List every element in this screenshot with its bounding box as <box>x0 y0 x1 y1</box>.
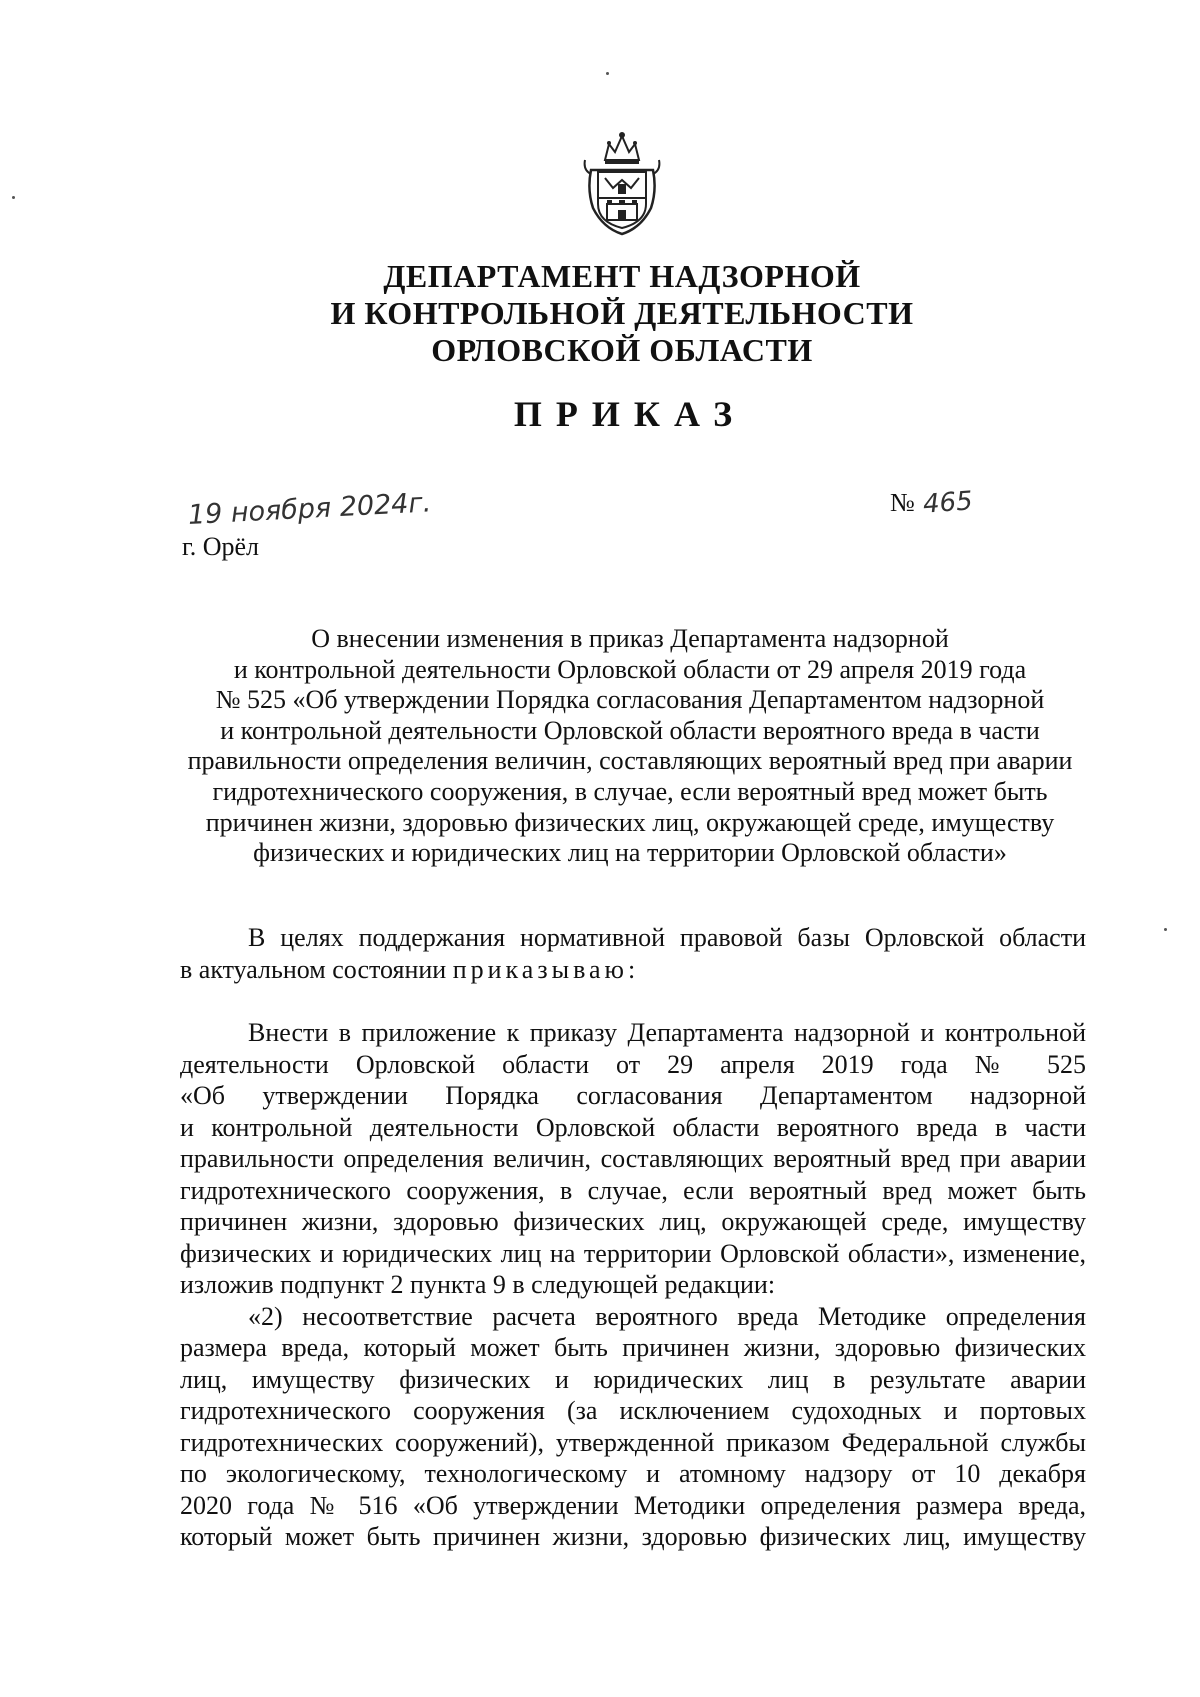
body-line <box>180 954 1086 986</box>
body-line: гидротехнического сооружения, в случае, если вероятный вред может быть <box>180 1175 1086 1205</box>
body-line: лиц, имуществу физических и юридических лиц в результате аварии <box>180 1364 1086 1394</box>
body-line: причинен жизни, здоровью физических лиц, окружающей среде, имуществу <box>180 1207 1086 1236</box>
body-line: по экологическому, технологическому и атомному надзору от 10 декабря <box>180 1459 1086 1488</box>
body-line: физических и юридических лиц на территории Орловской области», изменение, <box>180 1238 1086 1268</box>
preamble-paragraph <box>180 922 1086 985</box>
title-line: гидротехнического сооружения, в случае, если вероятный вред может быть <box>212 776 1048 806</box>
body-line: 2020 года № 516 «Об утверждении Методики определения размера вреда, <box>180 1490 1086 1520</box>
body-line: гидротехнических сооружений), утвержденной приказом Федеральной службы <box>180 1427 1086 1457</box>
department-line: И КОНТРОЛЬНОЙ ДЕЯТЕЛЬНОСТИ <box>330 295 914 331</box>
title-line: причинен жизни, здоровью физических лиц, окружающей среде, имуществу <box>205 807 1055 837</box>
scan-speck <box>1164 928 1167 931</box>
handwritten-number: 465 <box>921 486 974 520</box>
body-line: В целях поддержания нормативной правовой базы Орловской области <box>248 923 1086 952</box>
body-line: деятельности Орловской области от 29 апреля 2019 года № 525 <box>180 1049 1086 1079</box>
title-line: О внесении изменения в приказ Департамента надзорной <box>311 624 949 653</box>
document-type-heading: ПРИКАЗ <box>513 394 747 434</box>
order-title <box>180 624 1080 869</box>
preamble-text: в актуальном состоянии <box>180 954 447 984</box>
title-line: правильности определения величин, составляющих вероятный вред при аварии <box>187 746 1073 776</box>
body-line: который может быть причинен жизни, здоровью физических лиц, имуществу <box>180 1522 1086 1551</box>
body-line: «Об утверждении Порядка согласования Департаментом надзорной <box>180 1081 1086 1110</box>
department-line: ОРЛОВСКОЙ ОБЛАСТИ <box>431 332 813 368</box>
title-line: № 525 «Об утверждении Порядка согласования Департаментом надзорной <box>215 685 1045 715</box>
department-heading <box>230 258 1014 369</box>
body-line: правильности определения величин, составляющих вероятный вред при аварии <box>180 1144 1086 1173</box>
body-line: «2) несоответствие расчета вероятного вреда Методике определения <box>248 1301 1086 1331</box>
scan-speck <box>12 196 15 199</box>
coat-of-arms-icon <box>583 130 661 236</box>
scan-speck <box>606 72 609 75</box>
order-number <box>890 488 972 518</box>
body-line: Внести в приложение к приказу Департамента надзорной и контрольной <box>248 1018 1086 1047</box>
number-sign: № <box>890 488 915 517</box>
title-line: и контрольной деятельности Орловской области вероятного вреда в части <box>220 715 1040 745</box>
body-line: гидротехнического сооружения (за исключением судоходных и портовых <box>180 1396 1086 1425</box>
handwritten-date: 19 ноября 2024г. <box>187 487 432 531</box>
body-line: и контрольной деятельности Орловской области вероятного вреда в части <box>180 1112 1086 1142</box>
order-verb: приказываю: <box>452 954 640 984</box>
city-label: г. Орёл <box>182 532 260 561</box>
department-line: ДЕПАРТАМЕНТ НАДЗОРНОЙ <box>383 258 861 294</box>
title-line: и контрольной деятельности Орловской области от 29 апреля 2019 года <box>233 654 1027 684</box>
title-line: физических и юридических лиц на территории Орловской области» <box>253 838 1007 868</box>
body-line: размера вреда, который может быть причинен жизни, здоровью физических <box>180 1333 1086 1362</box>
body-line: изложив подпункт 2 пункта 9 в следующей редакции: <box>180 1270 776 1299</box>
order-body <box>180 1017 1086 1553</box>
